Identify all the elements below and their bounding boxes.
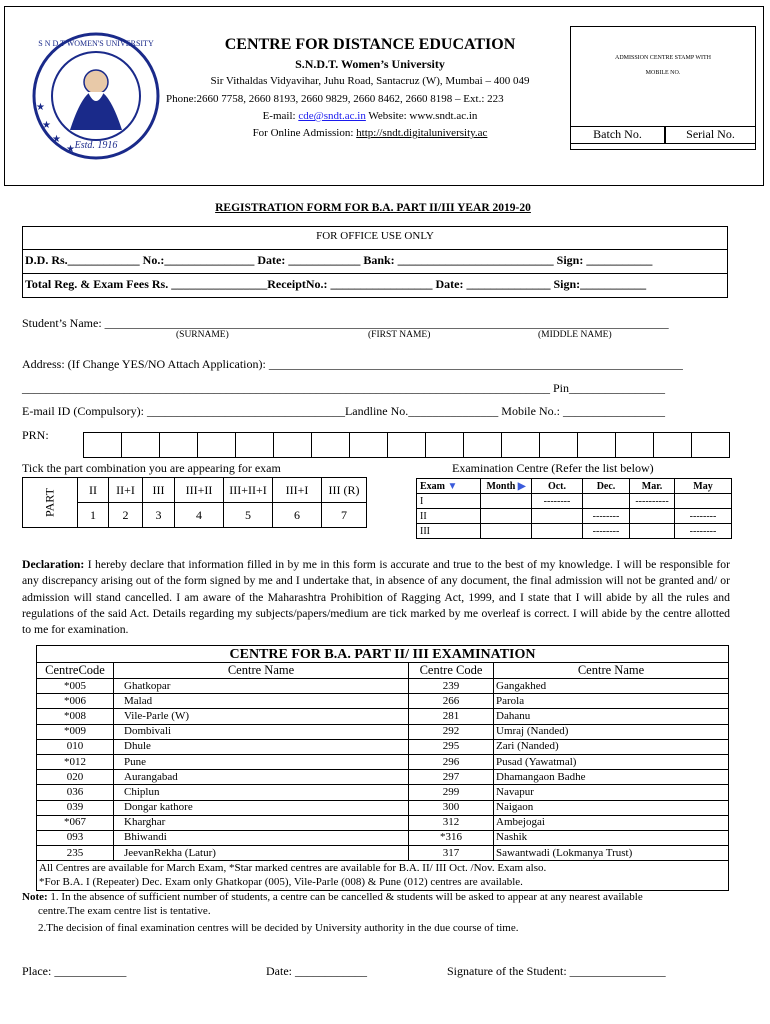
centre-code-cell: 295 bbox=[409, 739, 494, 754]
may-header: May bbox=[675, 479, 732, 494]
centre-title: CENTRE FOR DISTANCE EDUCATION bbox=[224, 36, 516, 53]
centre-code-cell: 312 bbox=[409, 815, 494, 830]
centre-code-cell: *316 bbox=[409, 830, 494, 845]
centre-code-cell: *008 bbox=[37, 709, 114, 724]
first-name-caption: (FIRST NAME) bbox=[368, 330, 431, 340]
signature-field[interactable]: Signature of the Student: ________________ bbox=[447, 964, 666, 978]
surname-caption: (SURNAME) bbox=[176, 330, 229, 340]
centre-list-table bbox=[36, 645, 729, 891]
centre-name-cell: Dombivali bbox=[114, 724, 409, 739]
svg-text:★: ★ bbox=[42, 120, 51, 131]
exam-cell[interactable] bbox=[532, 509, 583, 524]
university-name: S.N.D.T. Women’s University bbox=[295, 57, 445, 71]
place-field[interactable]: Place: ____________ bbox=[22, 964, 127, 978]
exam-centre-caption: Examination Centre (Refer the list below) bbox=[452, 461, 654, 475]
part-combo[interactable]: III+II bbox=[175, 478, 224, 503]
centre-code-header-2: Centre Code bbox=[409, 663, 494, 679]
phone-numbers: Phone:2660 7758, 2660 8193, 2660 9829, 2660 8462, 2660 8198 – Ext.: 223 bbox=[166, 93, 504, 105]
serial-no-box: Serial No. bbox=[665, 126, 756, 144]
centre-code-header: CentreCode bbox=[37, 663, 114, 679]
logo-ring-text: S N D T WOMEN'S UNIVERSITY bbox=[38, 39, 154, 48]
part-number: 5 bbox=[224, 503, 273, 528]
dec-header: Dec. bbox=[583, 479, 630, 494]
centre-name-cell: Gangakhed bbox=[494, 679, 729, 694]
exam-row-label: III bbox=[417, 524, 481, 539]
prn-box[interactable] bbox=[692, 433, 730, 458]
email-prefix: E-mail: bbox=[262, 110, 299, 122]
centre-name-cell: Kharghar bbox=[114, 815, 409, 830]
email-line bbox=[170, 110, 570, 122]
centre-name-header: Centre Name bbox=[114, 663, 409, 679]
exam-cell[interactable]: ---------- bbox=[630, 494, 675, 509]
centre-footer-1: All Centres are available for March Exam, *Star marked centres are available for B.A. II/ III Oct. /Nov. Exam also. bbox=[37, 861, 729, 876]
centre-name-cell: Naigaon bbox=[494, 800, 729, 815]
declaration-label: Declaration: bbox=[22, 558, 85, 571]
centre-row bbox=[37, 694, 729, 709]
centre-code-cell: 093 bbox=[37, 830, 114, 845]
exam-row-label: II bbox=[417, 509, 481, 524]
part-number: 7 bbox=[322, 503, 367, 528]
online-prefix: For Online Admission: bbox=[252, 127, 357, 139]
exam-cell[interactable]: -------- bbox=[583, 524, 630, 539]
centre-code-cell: 292 bbox=[409, 724, 494, 739]
centre-name-cell: Navapur bbox=[494, 785, 729, 800]
centre-code-cell: *005 bbox=[37, 679, 114, 694]
centre-row bbox=[37, 724, 729, 739]
address-line-2[interactable]: ________________________________________________________________________________________ Pin________________ bbox=[22, 381, 666, 395]
centre-name-cell: Chiplun bbox=[114, 785, 409, 800]
prn-box[interactable] bbox=[350, 433, 388, 458]
part-number: 4 bbox=[175, 503, 224, 528]
centre-row bbox=[37, 709, 729, 724]
note-label: Note: bbox=[22, 891, 48, 903]
centre-code-cell: 281 bbox=[409, 709, 494, 724]
centre-code-cell: 239 bbox=[409, 679, 494, 694]
note-line-1 bbox=[22, 890, 732, 904]
month-header: Month bbox=[486, 480, 516, 492]
centre-code-cell: 296 bbox=[409, 754, 494, 769]
prn-box[interactable] bbox=[654, 433, 692, 458]
note-line-2: centre.The exam centre list is tentative. bbox=[38, 905, 211, 917]
part-combo[interactable]: III+I bbox=[273, 478, 322, 503]
centre-code-cell: 020 bbox=[37, 770, 114, 785]
prn-box[interactable] bbox=[312, 433, 350, 458]
centre-code-cell: *012 bbox=[37, 754, 114, 769]
centre-name-cell: Nashik bbox=[494, 830, 729, 845]
prn-box[interactable] bbox=[426, 433, 464, 458]
date-field[interactable]: Date: ____________ bbox=[266, 964, 367, 978]
online-admission-line bbox=[170, 127, 570, 139]
stamp-label-2: MOBILE NO. bbox=[645, 70, 681, 76]
prn-box[interactable] bbox=[464, 433, 502, 458]
note-line-3: 2.The decision of final examination centres will be decided by University authority in the due course of time. bbox=[38, 922, 519, 934]
note-block bbox=[22, 890, 732, 935]
exam-cell[interactable] bbox=[630, 524, 675, 539]
centre-row bbox=[37, 679, 729, 694]
prn-box[interactable] bbox=[160, 433, 198, 458]
prn-box[interactable] bbox=[274, 433, 312, 458]
part-combo[interactable]: II+I bbox=[109, 478, 143, 503]
prn-box[interactable] bbox=[236, 433, 274, 458]
centre-name-cell: Ambejogai bbox=[494, 815, 729, 830]
prn-boxes bbox=[83, 432, 730, 458]
exam-cell[interactable] bbox=[583, 494, 630, 509]
centre-row bbox=[37, 815, 729, 830]
prn-box[interactable] bbox=[616, 433, 654, 458]
university-address: Sir Vithaldas Vidyavihar, Juhu Road, Santacruz (W), Mumbai – 400 049 bbox=[210, 75, 530, 87]
centre-name-cell: Parola bbox=[494, 694, 729, 709]
exam-cell[interactable]: -------- bbox=[675, 524, 732, 539]
part-combo[interactable]: II bbox=[78, 478, 109, 503]
play-arrow-icon[interactable]: ▶ bbox=[517, 480, 526, 492]
centre-row bbox=[37, 739, 729, 754]
declaration-text: I hereby declare that information filled in by me in this form is accurate and true to the best of my knowledge. I will be responsible for any discrepancy arising out of the form signed by me and I undertake that, in absence of any document, the final admission will not be granted and/ or admission will stand cancelled. I am aware of the Maharashtra Prohibition of Ragging Act, 1999, and I state that I will abide by all the rules and regulations of the said Act. Details regarding my subjects/papers/medium are tick marked by me overleaf is correct. I will abide by the centre allotted to me for examination. bbox=[22, 558, 730, 637]
centre-name-cell: Bhiwandi bbox=[114, 830, 409, 845]
declaration-paragraph bbox=[22, 557, 730, 638]
svg-text:★: ★ bbox=[52, 134, 61, 145]
prn-box[interactable] bbox=[122, 433, 160, 458]
centre-footer-2: *For B.A. I (Repeater) Dec. Exam only Ghatkopar (005), Vile-Parle (008) & Pune (012) centres are available. bbox=[37, 875, 729, 890]
exam-cell[interactable] bbox=[481, 509, 532, 524]
form-title: REGISTRATION FORM FOR B.A. PART II/III YEAR 2019-20 bbox=[215, 202, 531, 214]
part-number: 2 bbox=[109, 503, 143, 528]
centre-rows bbox=[37, 679, 729, 861]
exam-header-cell bbox=[417, 479, 481, 494]
stamp-label-1: ADMISSION CENTRE STAMP WITH bbox=[614, 55, 712, 61]
centre-code-cell: *009 bbox=[37, 724, 114, 739]
prn-box[interactable] bbox=[84, 433, 122, 458]
part-number: 6 bbox=[273, 503, 322, 528]
svg-text:★: ★ bbox=[66, 144, 75, 155]
centre-row bbox=[37, 770, 729, 785]
exam-cell[interactable] bbox=[630, 509, 675, 524]
exam-cell[interactable] bbox=[481, 494, 532, 509]
online-admission-link[interactable]: http://sndt.digitaluniversity.ac bbox=[356, 127, 488, 139]
office-dd-row: D.D. Rs.____________ No.:_______________ Date: ____________ Bank: __________________________ Sign: ___________ bbox=[23, 249, 727, 271]
mar-header: Mar. bbox=[630, 479, 675, 494]
centre-code-cell: 300 bbox=[409, 800, 494, 815]
contact-fields[interactable]: E-mail ID (Compulsory): _________________________________Landline No._______________ Mobile No.: _________________ bbox=[22, 404, 665, 418]
centre-code-cell: 299 bbox=[409, 785, 494, 800]
prn-box[interactable] bbox=[540, 433, 578, 458]
centre-row bbox=[37, 800, 729, 815]
centre-name-cell: Sawantwadi (Lokmanya Trust) bbox=[494, 846, 729, 861]
office-fees-row: Total Reg. & Exam Fees Rs. ________________ReceiptNo.: _________________ Date: ______________ Sign:___________ bbox=[23, 273, 727, 295]
centre-name-header-2: Centre Name bbox=[494, 663, 729, 679]
centre-name-cell: Zari (Nanded) bbox=[494, 739, 729, 754]
centre-name-cell: Dahanu bbox=[494, 709, 729, 724]
centre-row bbox=[37, 785, 729, 800]
centre-name-cell: Dhamangaon Badhe bbox=[494, 770, 729, 785]
part-combo[interactable]: III bbox=[143, 478, 175, 503]
centre-code-cell: 235 bbox=[37, 846, 114, 861]
prn-box[interactable] bbox=[578, 433, 616, 458]
part-combo[interactable]: III (R) bbox=[322, 478, 367, 503]
exam-cell[interactable] bbox=[481, 524, 532, 539]
centre-name-cell: Malad bbox=[114, 694, 409, 709]
office-use-table bbox=[22, 226, 728, 298]
exam-cell[interactable] bbox=[675, 494, 732, 509]
part-combination-table bbox=[22, 477, 367, 528]
part-number: 3 bbox=[143, 503, 175, 528]
centre-code-cell: 297 bbox=[409, 770, 494, 785]
university-logo bbox=[30, 30, 162, 162]
centre-name-cell: JeevanRekha (Latur) bbox=[114, 846, 409, 861]
note-text-1: 1. In the absence of sufficient number of students, a centre can be cancelled & students will be asked to appear at any nearest available bbox=[47, 891, 643, 903]
part-instruction: Tick the part combination you are appearing for exam bbox=[22, 461, 281, 475]
centre-name-cell: Ghatkopar bbox=[114, 679, 409, 694]
centre-name-cell: Aurangabad bbox=[114, 770, 409, 785]
prn-label: PRN: bbox=[22, 428, 49, 442]
centre-code-cell: 036 bbox=[37, 785, 114, 800]
svg-text:★: ★ bbox=[36, 102, 45, 113]
middle-name-caption: (MIDDLE NAME) bbox=[538, 330, 612, 340]
centre-name-cell: Umraj (Nanded) bbox=[494, 724, 729, 739]
part-combo[interactable]: III+II+I bbox=[224, 478, 273, 503]
centre-name-cell: Dongar kathore bbox=[114, 800, 409, 815]
exam-row-label: I bbox=[417, 494, 481, 509]
centre-name-cell: Vile-Parle (W) bbox=[114, 709, 409, 724]
exam-cell[interactable]: -------- bbox=[532, 494, 583, 509]
centre-name-cell: Pusad (Yawatmal) bbox=[494, 754, 729, 769]
prn-box[interactable] bbox=[198, 433, 236, 458]
oct-header: Oct. bbox=[532, 479, 583, 494]
centre-code-cell: 010 bbox=[37, 739, 114, 754]
centre-code-cell: *006 bbox=[37, 694, 114, 709]
email-link[interactable]: cde@sndt.ac.in bbox=[298, 110, 366, 122]
part-side-cell bbox=[23, 478, 78, 528]
centre-code-cell: 266 bbox=[409, 694, 494, 709]
centre-code-cell: 317 bbox=[409, 846, 494, 861]
centre-list-title: CENTRE FOR B.A. PART II/ III EXAMINATION bbox=[37, 646, 729, 663]
part-number: 1 bbox=[78, 503, 109, 528]
office-use-heading: FOR OFFICE USE ONLY bbox=[316, 230, 434, 242]
centre-code-cell: 039 bbox=[37, 800, 114, 815]
logo-estd-text: Estd. 1916 bbox=[74, 140, 118, 151]
centre-row bbox=[37, 830, 729, 845]
exam-cell[interactable]: -------- bbox=[675, 509, 732, 524]
centre-row bbox=[37, 754, 729, 769]
batch-no-box: Batch No. bbox=[570, 126, 665, 144]
address-field[interactable]: Address: (If Change YES/NO Attach Application): _____________________________________________________________________ bbox=[22, 357, 683, 371]
centre-name-cell: Pune bbox=[114, 754, 409, 769]
exam-month-table bbox=[416, 478, 732, 539]
centre-row bbox=[37, 846, 729, 861]
month-header-cell bbox=[481, 479, 532, 494]
exam-cell[interactable]: -------- bbox=[583, 509, 630, 524]
student-name-field[interactable]: Student’s Name: ______________________________________________________________________________________________ bbox=[22, 316, 669, 330]
part-side-label: PART bbox=[42, 488, 57, 517]
prn-box[interactable] bbox=[388, 433, 426, 458]
centre-name-cell: Dhule bbox=[114, 739, 409, 754]
dropdown-triangle-icon[interactable]: ▼ bbox=[447, 480, 458, 492]
exam-cell[interactable] bbox=[532, 524, 583, 539]
website-text: Website: www.sndt.ac.in bbox=[365, 110, 478, 122]
exam-header: Exam bbox=[420, 480, 445, 492]
centre-code-cell: *067 bbox=[37, 815, 114, 830]
prn-box[interactable] bbox=[502, 433, 540, 458]
